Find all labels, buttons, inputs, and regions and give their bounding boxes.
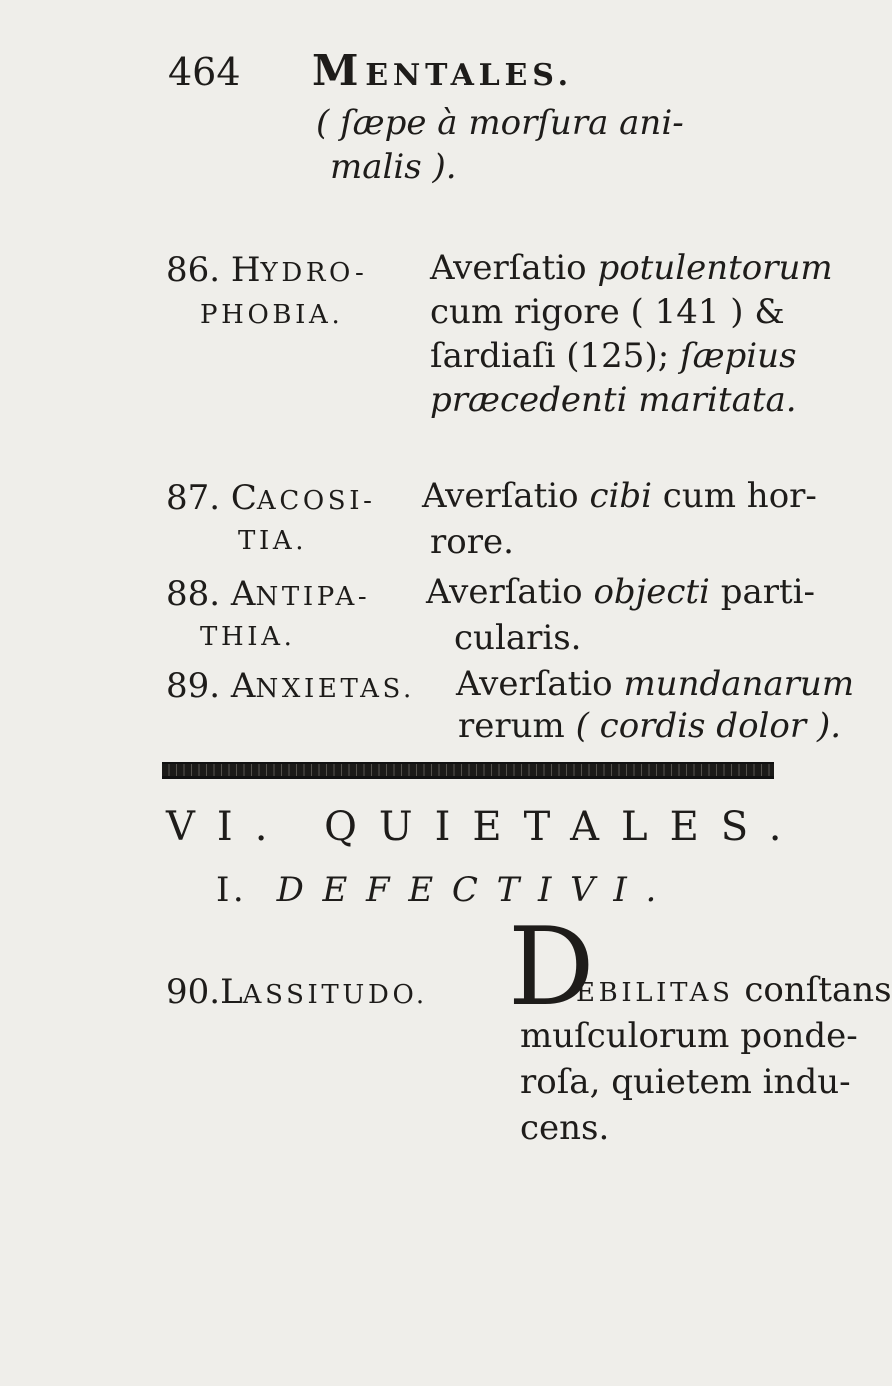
- subsection-heading: I. DEFECTIVI.: [216, 870, 675, 910]
- page-number: 464: [168, 50, 241, 94]
- entry-90-term: 90.LASSITUDO.: [166, 972, 428, 1012]
- entry-number: 86.: [166, 250, 221, 290]
- entry-87-def-line-2: rore.: [430, 522, 514, 562]
- entry-88-term: 88. ANTIPA-: [166, 574, 371, 614]
- running-title-initial: M: [312, 46, 366, 95]
- running-title: [312, 46, 573, 95]
- entry-88-term-line2: THIA.: [200, 622, 296, 652]
- drop-cap: D: [508, 905, 595, 1030]
- entry-90-def-line-2: muſculorum ponde-: [520, 1016, 858, 1056]
- running-title-rest: ENTALES.: [365, 58, 573, 93]
- ornamental-rule: [162, 762, 774, 779]
- continuation-line-2: malis ).: [330, 147, 457, 187]
- entry-89-def-line-2: rerum ( cordis dolor ).: [458, 706, 842, 746]
- entry-86-def-line-3: ſardiaſi (125); ſæpius: [430, 336, 797, 376]
- term-rest: YDRO-: [260, 258, 368, 288]
- continuation-line-1: ( ſæpe à morſura ani-: [316, 103, 684, 143]
- entry-87-term-line2: TIA.: [238, 526, 308, 556]
- entry-89-term: 89. ANXIETAS.: [166, 666, 415, 706]
- entry-90-def-line-3: roſa, quietem indu-: [520, 1062, 851, 1102]
- entry-87-term: 87. CACOSI-: [166, 478, 376, 518]
- section-title: VI. QUIETALES.: [166, 804, 804, 850]
- entry-86-def-line-1: Averſatio potulentorum: [430, 248, 833, 288]
- entry-90-def-line-1: EBILITAS conſtans: [576, 970, 892, 1010]
- entry-87-def-line-1: Averſatio cibi cum hor-: [422, 476, 817, 516]
- entry-88-def-line-1: Averſatio objecti parti-: [426, 572, 816, 612]
- entry-89-def-line-1: Averſatio mundanarum: [456, 664, 855, 704]
- entry-86-term: [166, 250, 367, 290]
- entry-90-def-line-4: cens.: [520, 1108, 610, 1148]
- entry-86-term-line2: PHOBIA.: [200, 300, 344, 330]
- entry-86-def-line-4: præcedenti maritata.: [430, 380, 797, 420]
- entry-88-def-line-2: cularis.: [454, 618, 582, 658]
- term-initial: H: [230, 250, 261, 290]
- entry-86-def-line-2: cum rigore ( 141 ) &: [430, 292, 785, 332]
